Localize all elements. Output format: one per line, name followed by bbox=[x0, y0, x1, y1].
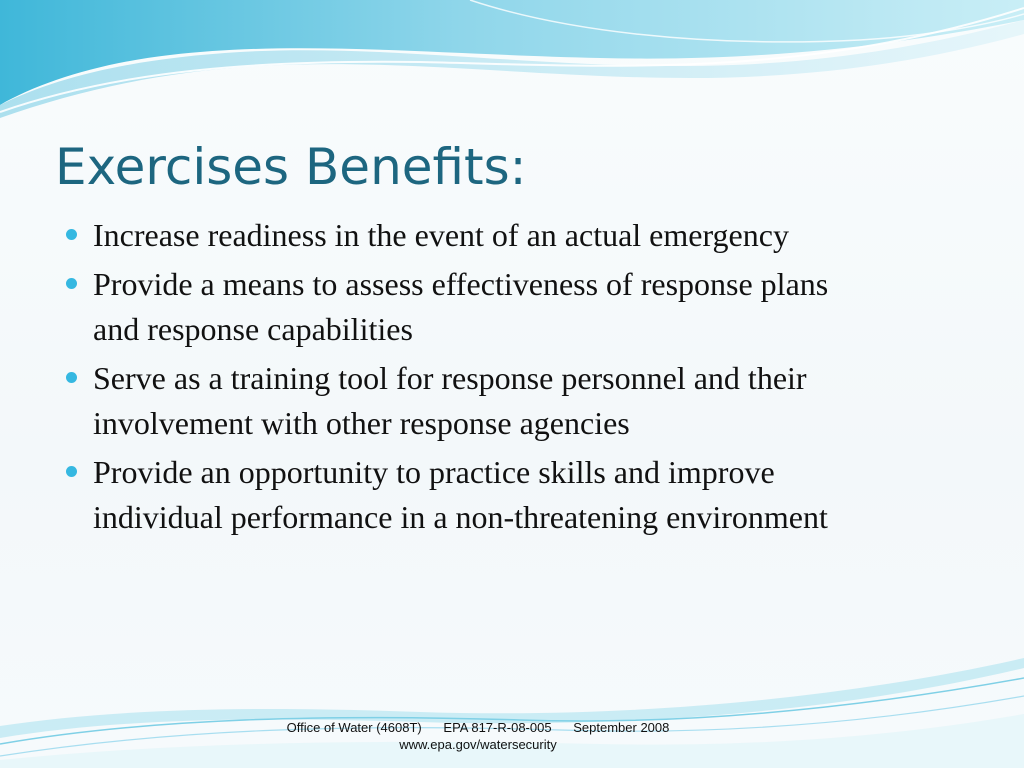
footer-line-1 bbox=[240, 719, 716, 736]
bullet-text: Serve as a training tool for response personnel and their involvement with other response agencies bbox=[93, 360, 807, 441]
footer-doc-number: EPA 817-R-08-005 bbox=[443, 720, 552, 735]
bullet-text: Increase readiness in the event of an actual emergency bbox=[93, 217, 789, 253]
slide-footer bbox=[240, 719, 716, 753]
bullet-icon bbox=[66, 466, 77, 477]
slide-title: Exercises Benefits: bbox=[55, 138, 527, 196]
bullet-icon bbox=[66, 278, 77, 289]
bullet-item bbox=[62, 262, 842, 352]
bullet-text: Provide an opportunity to practice skills and improve individual performance in a non-threatening environment bbox=[93, 454, 828, 535]
bullet-text: Provide a means to assess effectiveness of response plans and response capabilities bbox=[93, 266, 829, 347]
bullet-icon bbox=[66, 372, 77, 383]
top-wave-decoration bbox=[0, 0, 1024, 120]
bullet-item bbox=[62, 356, 842, 446]
bullet-icon bbox=[66, 229, 77, 240]
footer-url: www.epa.gov/watersecurity bbox=[399, 737, 557, 752]
bullet-item bbox=[62, 450, 842, 540]
bullet-list bbox=[62, 213, 842, 544]
footer-office: Office of Water (4608T) bbox=[286, 720, 422, 735]
bullet-item bbox=[62, 213, 842, 258]
footer-date: September 2008 bbox=[573, 720, 670, 735]
